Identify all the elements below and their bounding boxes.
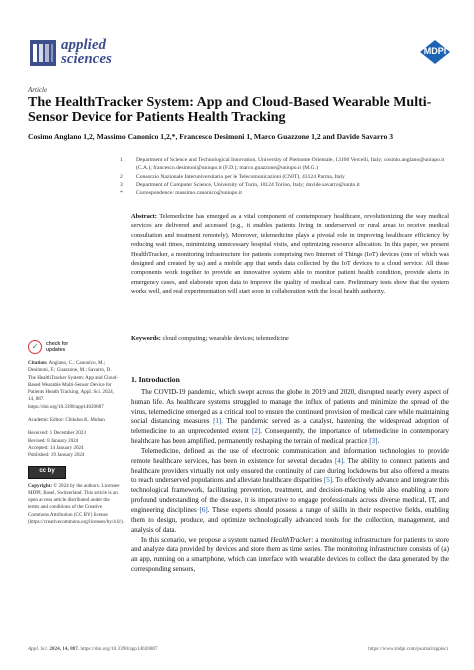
paragraph-text: Telemedicine, defined as the use of electronic communication and information technologies to provide remote healthcare services, has been in existence for several decades — [131, 446, 449, 465]
system-name: HealthTracker — [270, 535, 312, 544]
mdpi-logo-text: MDPI — [423, 46, 447, 56]
footer-citation — [28, 646, 158, 652]
date-value: 8 January 2024 — [47, 437, 79, 444]
keywords — [131, 335, 449, 342]
citation-link[interactable]: [6] — [199, 505, 208, 514]
sidebar — [28, 340, 124, 532]
abstract — [131, 212, 449, 297]
academic-editor — [28, 417, 120, 424]
publication-dates — [28, 430, 120, 459]
date-label: Received: — [28, 430, 49, 437]
copyright-label: Copyright: — [28, 482, 53, 489]
paragraph-text: : a monitoring infrastructure for patients to store and analyze data provided by devices and store them as time series. The monitoring infrastructure consists of (a) an app, running on a smartphone, which can interface with wearable devices to collect the data generated by the corresponding sensors, — [131, 535, 449, 574]
paragraph-text: . These experts should possess a range of skills in their respective fields, enabling them to design, produce, and optimize technologically advanced tools for the collection, management, and analysis of data. — [131, 505, 450, 534]
paragraph-text: . The pandemic served as a catalyst, hastening the widespread adoption of telemedicine to an unprecedented extent — [131, 417, 449, 436]
section-heading: 1. Introduction — [131, 375, 180, 384]
check-updates-line1: check for — [46, 341, 69, 347]
date-row — [28, 452, 120, 459]
paragraph-text: . — [377, 437, 380, 446]
date-row — [28, 438, 120, 445]
date-value: 14 January 2024 — [49, 444, 84, 451]
article-title: The HealthTracker System: App and Cloud-Based Wearable Multi-Sensor Device for Patients Health Tracking — [28, 95, 432, 125]
copyright — [28, 482, 124, 527]
date-row — [28, 445, 120, 452]
citation-label: Citation: — [28, 360, 48, 366]
citation-link[interactable]: [4] — [334, 456, 344, 465]
date-value: 1 December 2023 — [49, 430, 86, 437]
abstract-text: Telemedicine has emerged as a vital component of contemporary healthcare, revolutionizing the way medical services are delivered and accessed (e.g., it enables patients living in underserved or rural areas to receive medical consultation and treatment remotely). Moreover, telemedicine plays a pivotal role in improving healthcare efficiency by reducing wait times, minimizing unnecessary hospital visits, and optimizing resource allocation. In this paper, we present HealthTracker, a monitoring infrastructure for patients comprising two Internet of Things (IoT) devices (one of which was designed and created by us) and a mobile app that sends data collected by the IoT devices to a cloud service. All these components work together to provide an innovative system able to monitor patient health condition, provide alerts in emergency cases, and elaborate upon data to improve the quality of medical care. Preliminary tests show that the system works well, and real experimentation will start soon in collaboration with the local health authority. — [131, 213, 450, 296]
check-updates-label — [46, 341, 68, 353]
abstract-label: Abstract: — [131, 213, 157, 220]
keywords-text: cloud computing; wearable devices; telemedicine — [162, 335, 289, 342]
affiliation-number: 3 — [120, 181, 123, 188]
check-updates-line2: updates — [46, 347, 66, 353]
correspondence-text[interactable]: Correspondence: massimo.canonico@uniupo.it — [136, 190, 242, 197]
editor-name: Chikdon K. Mohan — [65, 417, 105, 424]
page-footer — [28, 646, 448, 652]
affiliation-number: * — [120, 190, 123, 197]
footer-journal: Appl. Sci. — [28, 646, 49, 652]
date-label: Published: — [28, 452, 50, 459]
paragraph — [131, 388, 449, 447]
author-list: Cosimo Anglano 1,2, Massimo Canonico 1,2,*, Francesco Desimoni 1, Marco Guazzone 1,2 and Davide Savarro 3 — [28, 132, 394, 141]
page-header — [30, 38, 450, 74]
check-for-updates-button[interactable] — [28, 340, 120, 354]
copyright-text[interactable]: © 2024 by the authors. Licensee MDPI, Basel, Switzerland. This article is an open access article distributed under the terms and conditions of the Creative Commons Attribution (CC BY) license (https://creativecommons.org/licenses/by/4.0/). — [28, 482, 124, 526]
journal-name-line1: applied — [61, 37, 106, 53]
editor-label: Academic Editor: — [28, 417, 65, 424]
paragraph-text: . Consequently, the importance of telemedicine in contemporary healthcare has been amplified, permanently reshaping the terrain of medical practice — [131, 427, 449, 446]
paragraph-text: In this scenario, we propose a system named — [141, 535, 271, 544]
paragraph-text: . To effectively advance and integrate this technological framework, facilitating prevention, treatment, and decision-making while also enabling a more profound understanding of the disease, it is imperative to engage professionals across diverse medical, IT, and engineering disciplines — [131, 476, 450, 514]
journal-logo-icon — [30, 40, 56, 66]
footer-url-link[interactable]: https://www.mdpi.com/journal/applsci — [368, 646, 448, 652]
citation — [28, 360, 120, 411]
paragraph — [131, 536, 449, 575]
footer-volume: 2024, 14, 887. — [49, 646, 80, 652]
cc-license-icon[interactable]: cc by — [28, 466, 66, 479]
affiliation-text[interactable]: Department of Computer Science, University of Turin, 10124 Torino, Italy; davide.savarro@unito.it — [136, 181, 360, 188]
journal-name[interactable] — [61, 38, 112, 66]
footer-doi-link[interactable]: https://doi.org/10.3390/app14020887 — [80, 646, 158, 652]
citation-link[interactable]: [1] — [213, 417, 222, 426]
citation-link[interactable]: [5] — [323, 476, 333, 485]
citation-link[interactable]: [3] — [369, 437, 378, 446]
affiliation-number: 2 — [120, 173, 123, 180]
affiliation-item — [120, 173, 460, 181]
date-row — [28, 430, 120, 437]
date-label: Revised: — [28, 437, 46, 444]
journal-name-line2: sciences — [61, 51, 112, 67]
affiliation-item — [120, 156, 460, 173]
affiliation-text: Consorzio Nazionale Interuniversitario per le Telecomunicazioni (CNIT), 43124 Parma, Italy — [136, 173, 345, 180]
main-body — [131, 375, 449, 575]
date-value: 19 January 2024 — [50, 452, 85, 459]
paragraph-text: . The ability to connect patients and healthcare providers virtually not only ensured the continuity of care during lockdowns but also offered a means to reach underserved populations and alleviate healthcare disparities — [131, 456, 450, 485]
affiliation-item — [120, 181, 460, 189]
affiliation-number: 1 — [120, 157, 123, 163]
article-type: Article — [28, 86, 48, 94]
date-label: Accepted: — [28, 444, 49, 451]
citation-link[interactable]: [2] — [251, 427, 261, 436]
paragraph — [131, 447, 449, 536]
affiliation-text[interactable]: Department of Science and Technological Innovation, University of Piemonte Orientale, 13100 Vercelli, Italy; cosimo.anglano@uniupo.it (C.A.); francesco.desimoni@uniupo.it (F.D.); marco.guazzone@uniupo.it (M.G.) — [136, 157, 445, 172]
affiliations — [120, 156, 460, 197]
paragraph-text: The COVID-19 pandemic, which swept across the globe in 2019 and 2020, disrupted nearly every aspect of human life. As healthcare systems struggled to manage the influx of patients and minimize the spread of the virus, telemedicine emerged as a critical tool to ensure the continued provision of medical care while maintaining social distancing measures — [131, 387, 449, 426]
check-updates-icon: ✓ — [28, 340, 42, 354]
citation-text[interactable]: Anglano, C.; Canonico, M.; Desimoni, F.; Guazzone, M.; Savarro, D. The HealthTracker System: App and Cloud-Based Wearable Multi-Sensor Device for Patients Health Tracking. Appl. Sci. 2024, 14, 887. https://doi.org/10.3390/app14020887 — [28, 360, 118, 410]
affiliation-item — [120, 189, 460, 197]
keywords-label: Keywords: — [131, 335, 161, 342]
